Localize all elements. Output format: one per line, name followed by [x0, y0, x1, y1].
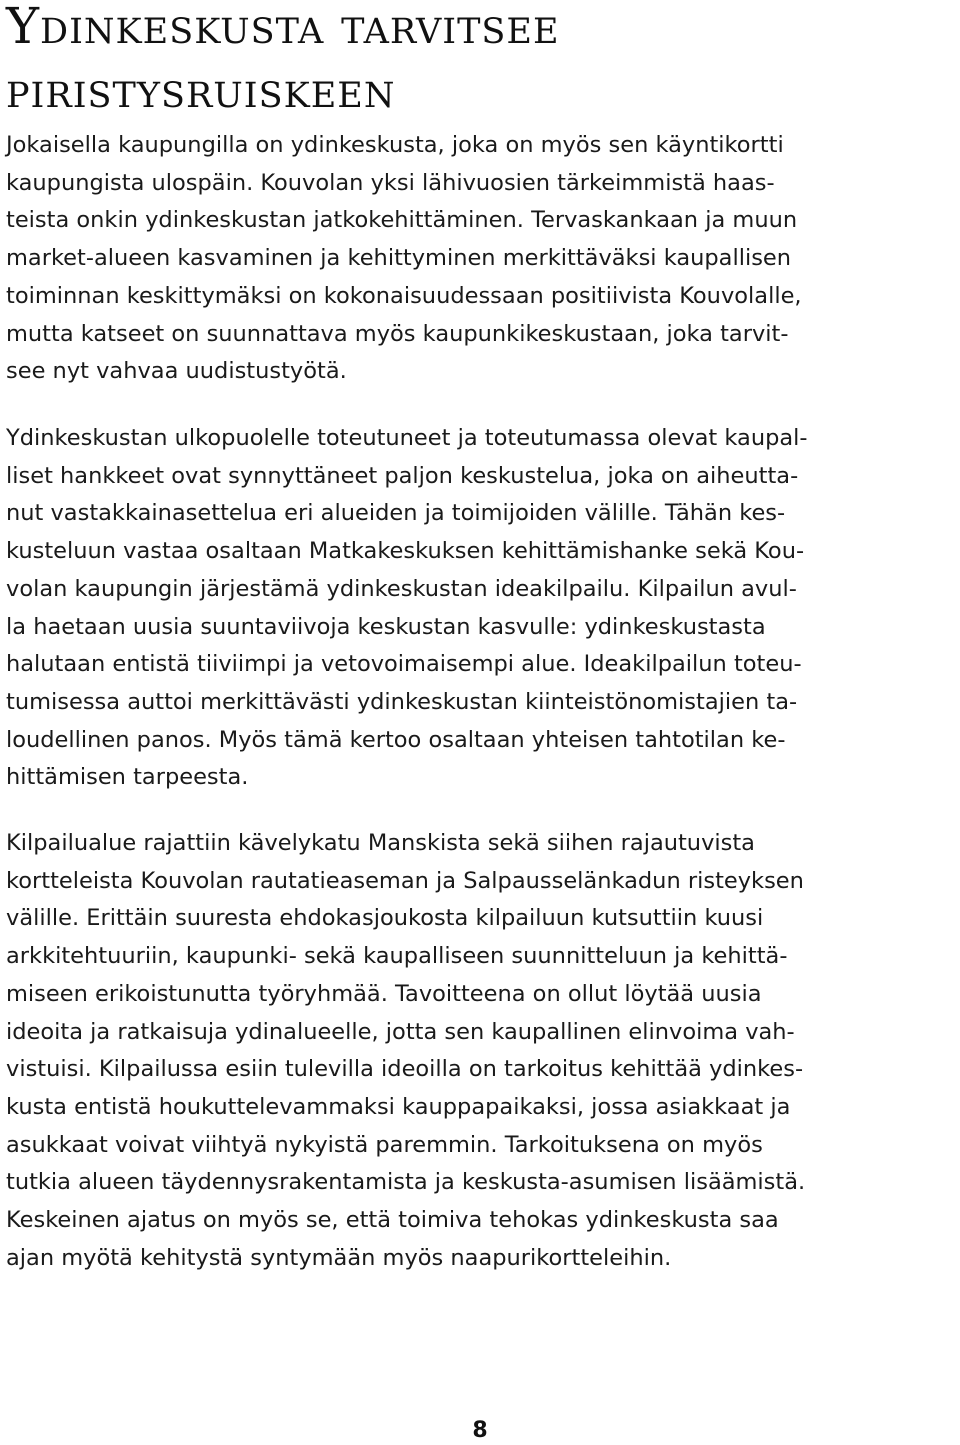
text-line: Jokaisella kaupungilla on ydinkeskusta, joka on myös sen käyntikortti: [6, 132, 784, 158]
text-line: ajan myötä kehitystä syntymään myös naapurikortteleihin.: [6, 1244, 672, 1271]
text-line: hittämisen tarpeesta.: [6, 764, 249, 791]
text-line: toiminnan keskittymäksi on kokonaisuudessaan positiivista Kouvolalle,: [6, 282, 802, 309]
text-line: liset hankkeet ovat synnyttäneet paljon keskustelua, joka on aiheutta-: [6, 462, 799, 489]
text-line: market-alueen kasvaminen ja kehittyminen merkittäväksi kaupallisen: [6, 245, 792, 272]
paragraph-competition: [6, 420, 808, 797]
text-line: kusta entistä houkuttelevammaksi kauppapaikaksi, jossa asiakkaat ja: [6, 1093, 791, 1120]
text-line: asukkaat voivat viihtyä nykyistä paremmin. Tarkoituksena on myös: [6, 1131, 763, 1158]
text-line: Keskeinen ajatus on myös se, että toimiva tehokas ydinkeskusta saa: [6, 1207, 779, 1234]
text-line: kortteleista Kouvolan rautatieaseman ja Salpausselänkadun risteyksen: [6, 867, 804, 894]
paragraph-competition-area: [6, 825, 805, 1277]
title-line: Ydinkeskusta tarvitsee: [6, 0, 560, 55]
text-line: Kilpailualue rajattiin kävelykatu Manskista sekä siihen rajautuvista: [6, 830, 755, 856]
text-line: nut vastakkainasettelua eri alueiden ja toimijoiden välille. Tähän kes-: [6, 500, 786, 527]
text-line: Ydinkeskustan ulkopuolelle toteutuneet ja toteutumassa olevat kaupal-: [6, 425, 808, 451]
text-line: loudellinen panos. Myös tämä kertoo osaltaan yhteisen tahtotilan ke-: [6, 726, 786, 753]
text-line: kusteluun vastaa osaltaan Matkakeskuksen kehittämishanke sekä Kou-: [6, 538, 805, 565]
text-line: tutkia alueen täydennysrakentamista ja keskusta-asumisen lisäämistä.: [6, 1169, 806, 1196]
text-line: la haetaan uusia suuntaviivoja keskustan kasvulle: ydinkeskustasta: [6, 613, 766, 640]
text-line: välille. Erittäin suuresta ehdokasjoukosta kilpailuun kutsuttiin kuusi: [6, 905, 764, 932]
text-line: arkkitehtuuriin, kaupunki- sekä kaupalliseen suunnitteluun ja kehittä-: [6, 943, 788, 970]
title-line: piristysruiskeen: [6, 61, 396, 119]
text-line: mutta katseet on suunnattava myös kaupunkikeskustaan, joka tarvit-: [6, 320, 789, 347]
text-line: teista onkin ydinkeskustan jatkokehittäminen. Tervaskankaan ja muun: [6, 207, 798, 234]
page-number: 8: [472, 1418, 488, 1443]
text-line: miseen erikoistunutta työryhmää. Tavoitteena on ollut löytää uusia: [6, 980, 762, 1007]
text-line: ideoita ja ratkaisuja ydinalueelle, jotta sen kaupallinen elinvoima vah-: [6, 1018, 795, 1045]
text-line: see nyt vahvaa uudistustyötä.: [6, 358, 347, 385]
text-line: tumisessa auttoi merkittävästi ydinkeskustan kiinteistönomistajien ta-: [6, 688, 798, 715]
text-line: vistuisi. Kilpailussa esiin tulevilla ideoilla on tarkoitus kehittää ydinkes-: [6, 1056, 804, 1083]
article-title: [6, 0, 946, 122]
text-line: kaupungista ulospäin. Kouvolan yksi lähivuosien tärkeimmistä haas-: [6, 169, 775, 196]
text-line: halutaan entistä tiiviimpi ja vetovoimaisempi alue. Ideakilpailun toteu-: [6, 651, 802, 678]
text-line: volan kaupungin järjestämä ydinkeskustan ideakilpailu. Kilpailun avul-: [6, 575, 797, 602]
paragraph-intro: [6, 127, 802, 391]
